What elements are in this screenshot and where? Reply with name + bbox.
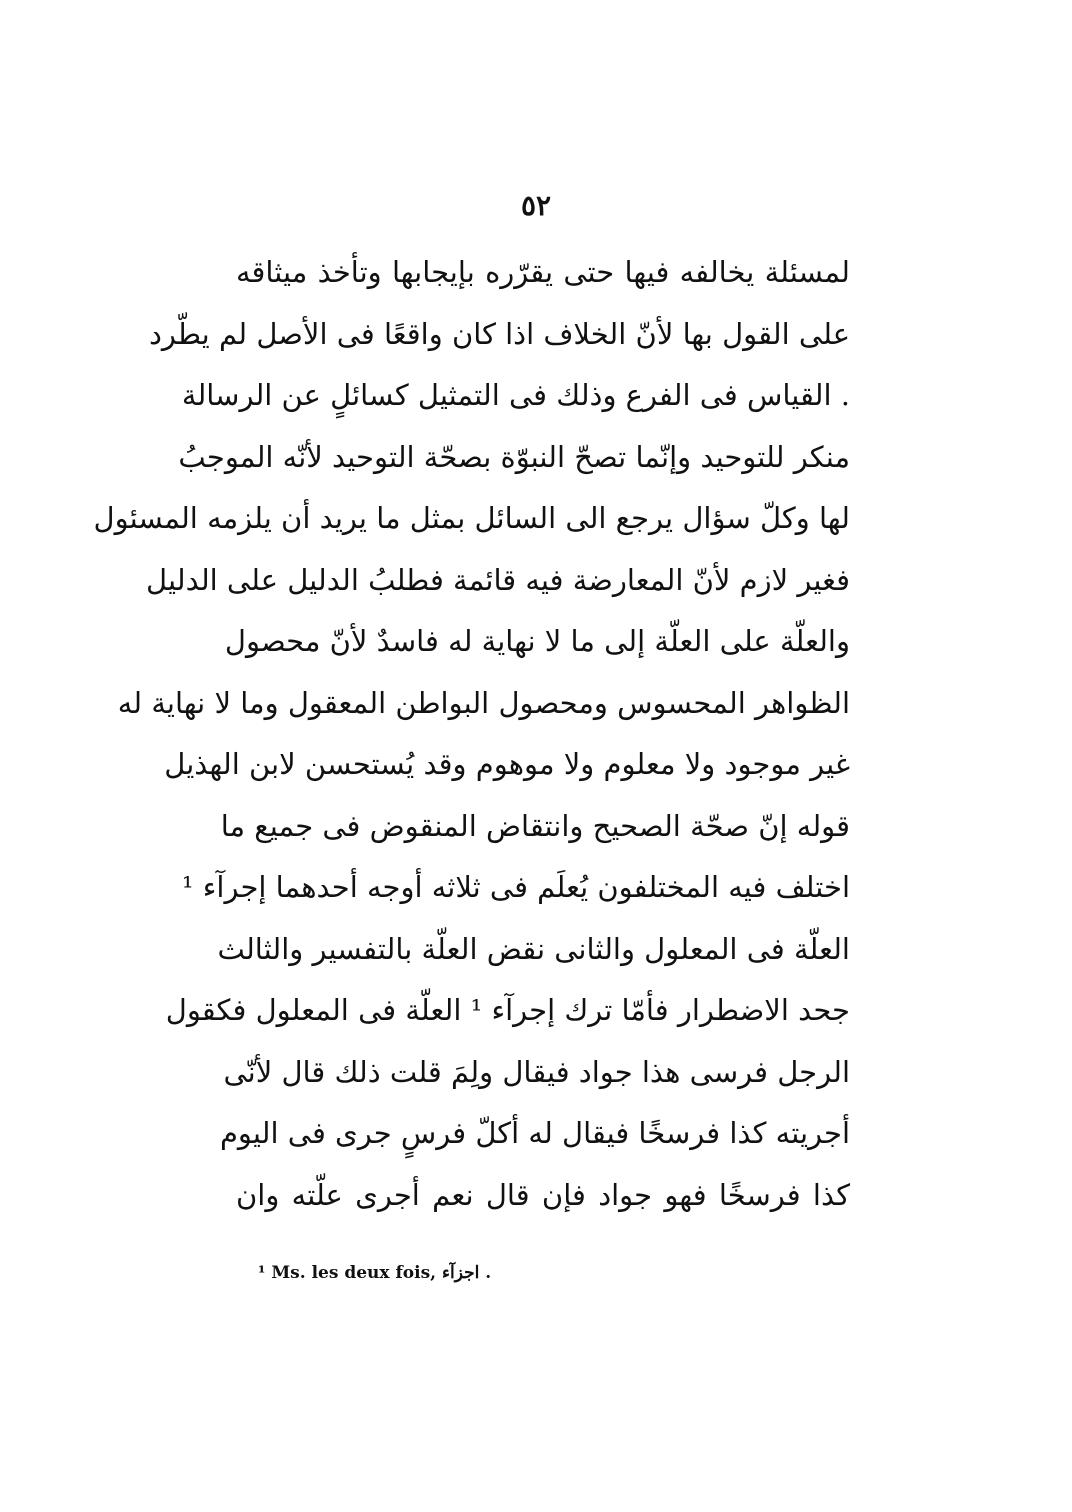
text-line: كذا فرسخًا فهو جواد فإن قال نعم أجرى علّته وان: [236, 1177, 850, 1212]
text-line: الظواهر المحسوس ومحصول البواطن المعقول وما لا نهاية له: [117, 685, 850, 720]
text-line: لها وكلّ سؤال يرجع الى السائل بمثل ما يريد أن يلزمه المسئول: [93, 501, 850, 535]
text-line: منكر للتوحيد وإنّما تصحّ النبوّة بصحّة التوحيد لأنّه الموجبُ: [178, 439, 850, 474]
text-line: جحد الاضطرار فأمّا ترك إجرآء ¹ العلّة فى المعلول فكقول: [165, 993, 850, 1027]
text-line: . القياس فى الفرع وذلك فى التمثيل كسائلٍ عن الرسالة: [181, 378, 850, 412]
text-line: العلّة فى المعلول والثانى نقض العلّة بالتفسير والثالث: [217, 931, 850, 966]
text-line: لمسئلة يخالفه فيها حتى يقرّره بإيجابها وتأخذ ميثاقه: [236, 255, 850, 289]
page-number: ٥٢: [520, 189, 552, 222]
text-line: فغير لازم لأنّ المعارضة فيه قائمة فطلبُ الدليل على الدليل: [146, 562, 850, 597]
text-line: الرجل فرسى هذا جواد فيقال ولِمَ قلت ذلك قال لأنّى: [223, 1054, 850, 1089]
text-line: والعلّة على العلّة إلى ما لا نهاية له فاسدٌ لأنّ محصول: [224, 624, 850, 658]
text-line: اختلف فيه المختلفون يُعلَم فى ثلاثه أوجه أحدهما إجرآء ¹: [181, 870, 850, 904]
footnote: ¹ Ms. les deux fois, اجزآء .: [258, 1263, 492, 1283]
body-text: [93, 242, 850, 1226]
text-line: قوله إنّ صحّة الصحيح وانتقاض المنقوض فى جميع ما: [220, 808, 850, 843]
text-line: على القول بها لأنّ الخلاف اذا كان واقعًا فى الأصل لم يطّرد: [148, 316, 850, 351]
text-line: أجريته كذا فرسخًا فيقال له أكلّ فرسٍ جرى فى اليوم: [219, 1116, 850, 1150]
text-line: غير موجود ولا معلوم ولا موهوم وقد يُستحسن لابن الهذيل: [164, 747, 850, 781]
